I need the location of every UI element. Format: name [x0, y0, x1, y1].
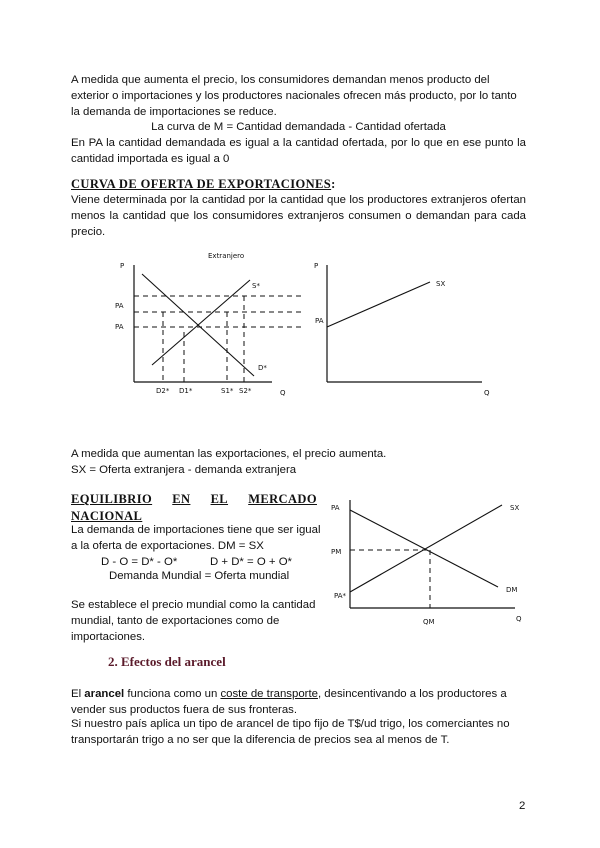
arancel-paragraph: El arancel funciona como un coste de transporte, desincentivando a los productores a vender sus productos fuera de sus fronteras.: [71, 688, 507, 716]
x-label-d2: D2*: [156, 387, 170, 395]
dm-curve: [350, 510, 498, 587]
x-label-s2: S2*: [239, 387, 252, 395]
section-title-line1: EQUILIBRIO EN EL MERCADO: [71, 492, 317, 506]
pa-explanation: En PA la cantidad demandada es igual a la cantidad ofertada, por lo que en ese punto la cantidad importada es igual a 0: [71, 137, 526, 165]
qm-label: QM: [423, 618, 435, 626]
dm-label: DM: [506, 586, 518, 594]
supply-curve: [152, 280, 250, 365]
intro-paragraph: A medida que aumenta el precio, los consumidores demandan menos producto del exterior o importaciones y los productores nacionales ofrecen más producto, por lo tanto la demanda de importaciones se reduce.: [71, 74, 517, 118]
sx-curve: [350, 505, 502, 592]
q-axis-label: Q: [516, 615, 522, 623]
x-label-d1: D1*: [179, 387, 193, 395]
pa-lower-label: PA: [115, 323, 124, 331]
world-price-note: Se establece el precio mundial como la cantidad mundial, tanto de exportaciones como de importaciones.: [71, 599, 316, 643]
tariff-example-paragraph: Si nuestro país aplica un tipo de arancel de tipo fijo de T$/ud trigo, los comerciantes no transportarán trigo a no ser que la diferencia de precios sea al menos de T.: [71, 718, 510, 746]
section-title: CURVA DE OFERTA DE EXPORTACIONES: [71, 177, 332, 191]
sx-label: SX: [510, 504, 520, 512]
demand-curve: [142, 274, 254, 376]
graph-title: Extranjero: [208, 252, 245, 260]
arancel-term: arancel: [84, 688, 125, 700]
equation-1: D - O = D* - O*: [101, 556, 178, 568]
supply-label: S*: [252, 282, 260, 290]
section-title-line2: NACIONAL: [71, 509, 143, 523]
equation-2: D + D* = O + O*: [210, 556, 292, 568]
sx-definition: SX = Oferta extranjera - demanda extranjera: [71, 464, 297, 476]
foreign-market-graph: [112, 250, 302, 400]
section-heading-equilibrium: [71, 491, 317, 524]
exports-price-note: A medida que aumentan las exportaciones, el precio aumenta.: [71, 448, 387, 460]
sx-label: SX: [436, 280, 446, 288]
section-title-arancel: 2. Efectos del arancel: [108, 654, 226, 669]
transport-cost-term: coste de transporte: [220, 688, 318, 700]
national-equilibrium-graph: [330, 490, 530, 630]
section-body: Viene determinada por la cantidad por la cantidad que los productores extranjeros ofertan menos la cantidad que los consumidores extranjeros consumen o demandan para cada precio.: [71, 194, 526, 238]
pm-label: PM: [331, 548, 342, 556]
equilibrium-body: La demanda de importaciones tiene que ser igual a la oferta de exportaciones. DM = SX: [71, 524, 321, 552]
pa-label: PA: [315, 317, 324, 325]
pa-upper-label: PA: [115, 302, 124, 310]
export-supply-graph: [312, 250, 502, 400]
imports-curve-definition: La curva de M = Cantidad demandada - Cantidad ofertada: [151, 121, 446, 133]
p-axis-label: P: [314, 262, 319, 270]
page-number: 2: [519, 800, 526, 812]
q-axis-label: Q: [484, 389, 490, 397]
section-heading-exports: CURVA DE OFERTA DE EXPORTACIONES:: [71, 177, 336, 191]
pa-star-label: PA*: [334, 592, 347, 600]
q-axis-label: Q: [280, 389, 286, 397]
x-label-s1: S1*: [221, 387, 234, 395]
pa-label: PA: [331, 504, 340, 512]
p-axis-label: P: [120, 262, 125, 270]
demand-label: D*: [258, 364, 267, 372]
equation-3: Demanda Mundial = Oferta mundial: [109, 570, 290, 582]
sx-curve: [327, 282, 430, 327]
